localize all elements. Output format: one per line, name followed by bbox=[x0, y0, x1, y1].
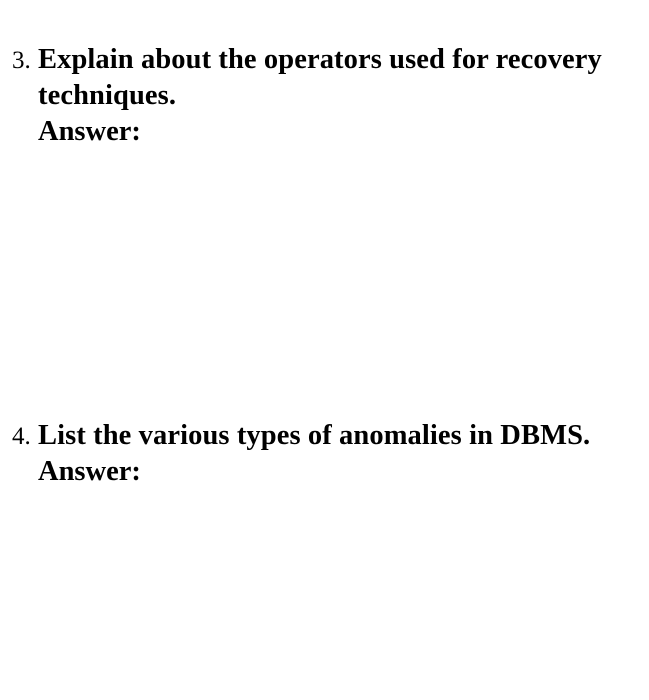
question-text: List the various types of anomalies in DBMS. bbox=[38, 420, 591, 451]
question-3 bbox=[0, 42, 649, 380]
question-number: 3. bbox=[12, 47, 31, 74]
question-4-row bbox=[0, 418, 649, 454]
answer-label: Answer: bbox=[38, 456, 141, 487]
question-text: Explain about the operators used for recovery techniques. bbox=[38, 44, 602, 111]
answer-area bbox=[38, 150, 618, 380]
answer-area bbox=[38, 490, 618, 680]
question-4 bbox=[0, 418, 649, 680]
answer-label: Answer: bbox=[38, 116, 141, 147]
question-number: 4. bbox=[12, 423, 31, 450]
question-3-row bbox=[0, 42, 649, 114]
